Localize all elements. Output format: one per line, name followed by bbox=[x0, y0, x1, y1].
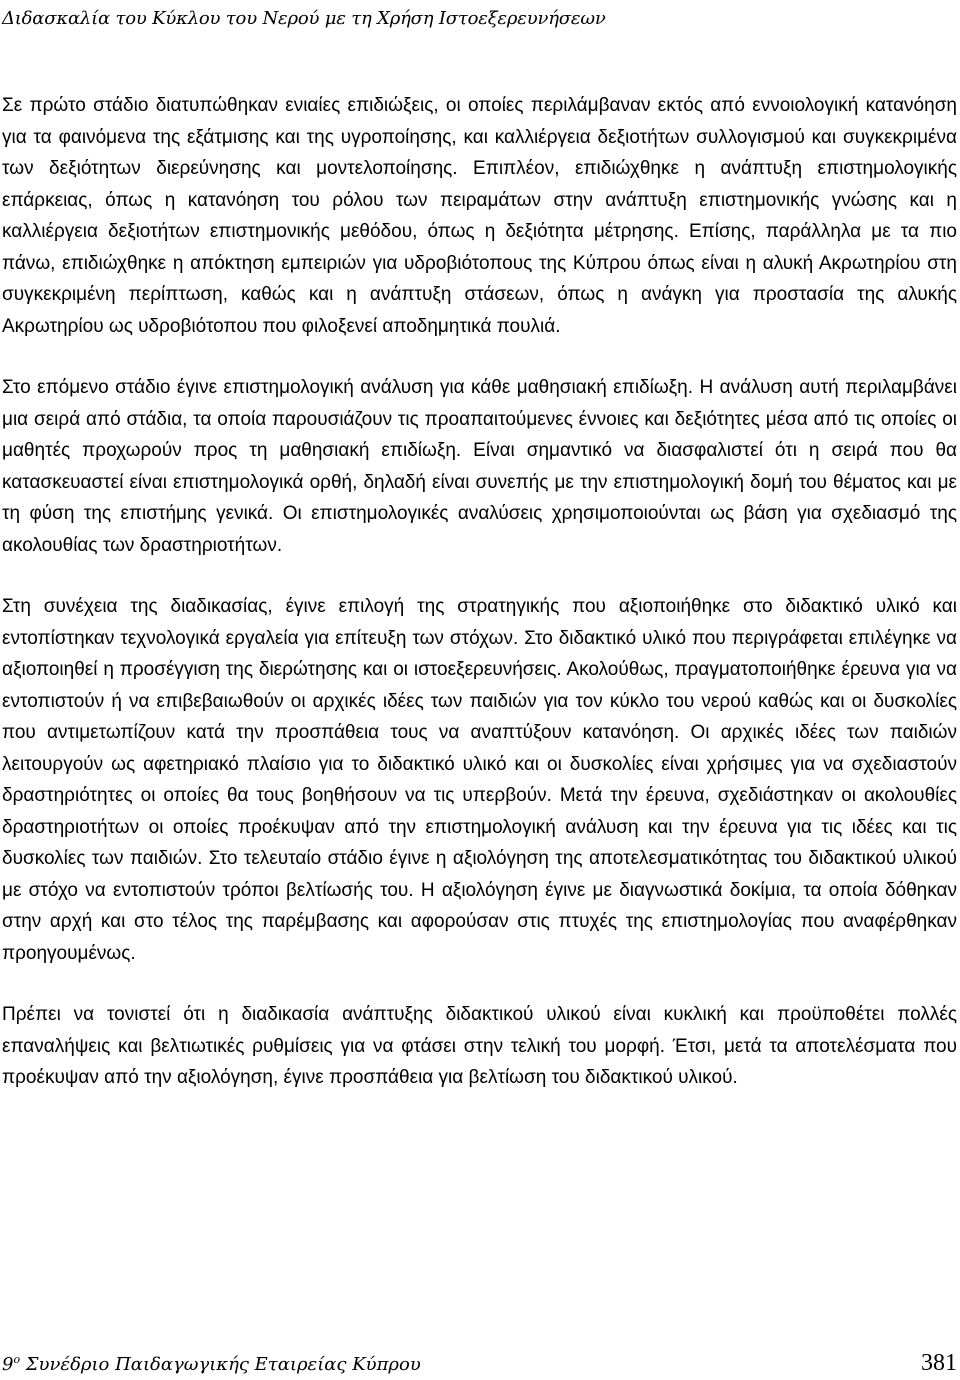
paragraph-cyclic-process: Πρέπει να τονιστεί ότι η διαδικασία ανάπτυξης διδακτικού υλικού είναι κυκλική και προϋποθέτει πολλές επαναλήψεις και βελτιωτικές ρυθμίσεις για να φτάσει στην τελική του μορφή. Έτσι, μετά τα αποτελέσματα που προέκυψαν από την αξιολόγηση, έγινε προσπάθεια για βελτίωση του διδακτικού υλικού. bbox=[2, 1004, 957, 1088]
running-header: Διδασκαλία του Κύκλου του Νερού με τη Χρήση Ιστοεξερευνήσεων bbox=[2, 8, 606, 29]
conference-ordinal-suffix: ο bbox=[13, 1353, 21, 1366]
paragraph-strategy-and-evaluation: Στη συνέχεια της διαδικασίας, έγινε επιλογή της στρατηγικής που αξιοποιήθηκε στο διδακτικό υλικό και εντοπίστηκαν τεχνολογικά εργαλεία για επίτευξη των στόχων. Στο διδακτικό υλικό που περιγράφεται επιλέγηκε να αξιοποιηθεί η προσέγγιση της διερώτησης και οι ιστοεξερευνήσεις. Ακολούθως, πραγματοποιήθηκε έρευνα για να εντοπιστούν ή να επιβεβαιωθούν οι αρχικές ιδέες των παιδιών για τον κύκλο του νερού καθώς και οι δυσκολίες που αντιμετωπίζουν κατά την προσπάθεια τους να αναπτύξουν κατανόηση. Οι αρχικές ιδέες των παιδιών λειτουργούν ως αφετηριακό πλαίσιο για το διδακτικό υλικό και οι δυσκολίες είναι χρήσιμες για να σχεδιαστούν δραστηριότητες οι οποίες θα τους βοηθήσουν να τις υπερβούν. Μετά την έρευνα, σχεδιάστηκαν οι ακολουθίες δραστηριοτήτων οι οποίες προέκυψαν από την επιστημολογική ανάλυση και την έρευνα για τις ιδέες και τις δυσκολίες των παιδιών. Στο τελευταίο στάδιο έγινε η αξιολόγηση της αποτελεσματικότητας του διδακτικού υλικού με στόχο να εντοπιστούν τρόποι βελτίωσής του. Η αξιολόγηση έγινε με διαγνωστικά δοκίμια, τα οποία δόθηκαν στην αρχή και στο τέλος της παρέμβασης και αφορούσαν στις πτυχές της επιστημολογίας που αναφέρθηκαν προηγουμένως. bbox=[2, 596, 957, 964]
conference-name: Συνέδριο Παιδαγωγικής Εταιρείας Κύπρου bbox=[20, 1354, 421, 1375]
running-footer bbox=[2, 1350, 957, 1378]
paragraph-epistemological-analysis: Στο επόμενο στάδιο έγινε επιστημολογική ανάλυση για κάθε μαθησιακή επιδίωξη. Η ανάλυση αυτή περιλαμβάνει μια σειρά από στάδια, τα οποία παρουσιάζουν τις προαπαιτούμενες έννοιες και δεξιότητες μέσα από τις οποίες οι μαθητές προχωρούν προς τη μαθησιακή επιδίωξη. Είναι σημαντικό να διασφαλιστεί ότι η σειρά που θα κατασκευαστεί είναι επιστημολογικά ορθή, δηλαδή είναι συνεπής με την επιστημολογική δομή του θέματος και με τη φύση της επιστήμης γενικά. Οι επιστημολογικές αναλύσεις χρησιμοποιούνται ως βάση για σχεδιασμό της ακολουθίας των δραστηριοτήτων. bbox=[2, 377, 957, 556]
document-body bbox=[2, 90, 957, 1094]
conference-title bbox=[2, 1353, 421, 1375]
paragraph-objectives: Σε πρώτο στάδιο διατυπώθηκαν ενιαίες επιδιώξεις, οι οποίες περιλάμβαναν εκτός από εννοιολογική κατανόηση για τα φαινόμενα της εξάτμισης και της υγροποίησης, και καλλιέργεια δεξιοτήτων συλλογισμού και συγκεκριμένα των δεξιότητων διερεύνησης και μοντελοποίησης. Επιπλέον, επιδιώχθηκε η ανάπτυξη επιστημολογικής επάρκειας, όπως η κατανόηση του ρόλου των πειραμάτων στην ανάπτυξη επιστημονικής γνώσης και η καλλιέργεια δεξιοτήτων επιστημονικής μεθόδου, όπως η δεξιότητα μέτρησης. Επίσης, παράλληλα με τα πιο πάνω, επιδιώχθηκε η απόκτηση εμπειριών για υδροβιότοπους της Κύπρου όπως είναι η αλυκή Ακρωτηρίου στη συγκεκριμένη περίπτωση, καθώς και η ανάπτυξη στάσεων, όπως η ανάγκη για προστασία της αλυκής Ακρωτηρίου ως υδροβιότοπου που φιλοξενεί αποδημητικά πουλιά. bbox=[2, 95, 957, 337]
page-number: 381 bbox=[921, 1350, 957, 1376]
conference-ordinal: 9 bbox=[2, 1354, 14, 1375]
